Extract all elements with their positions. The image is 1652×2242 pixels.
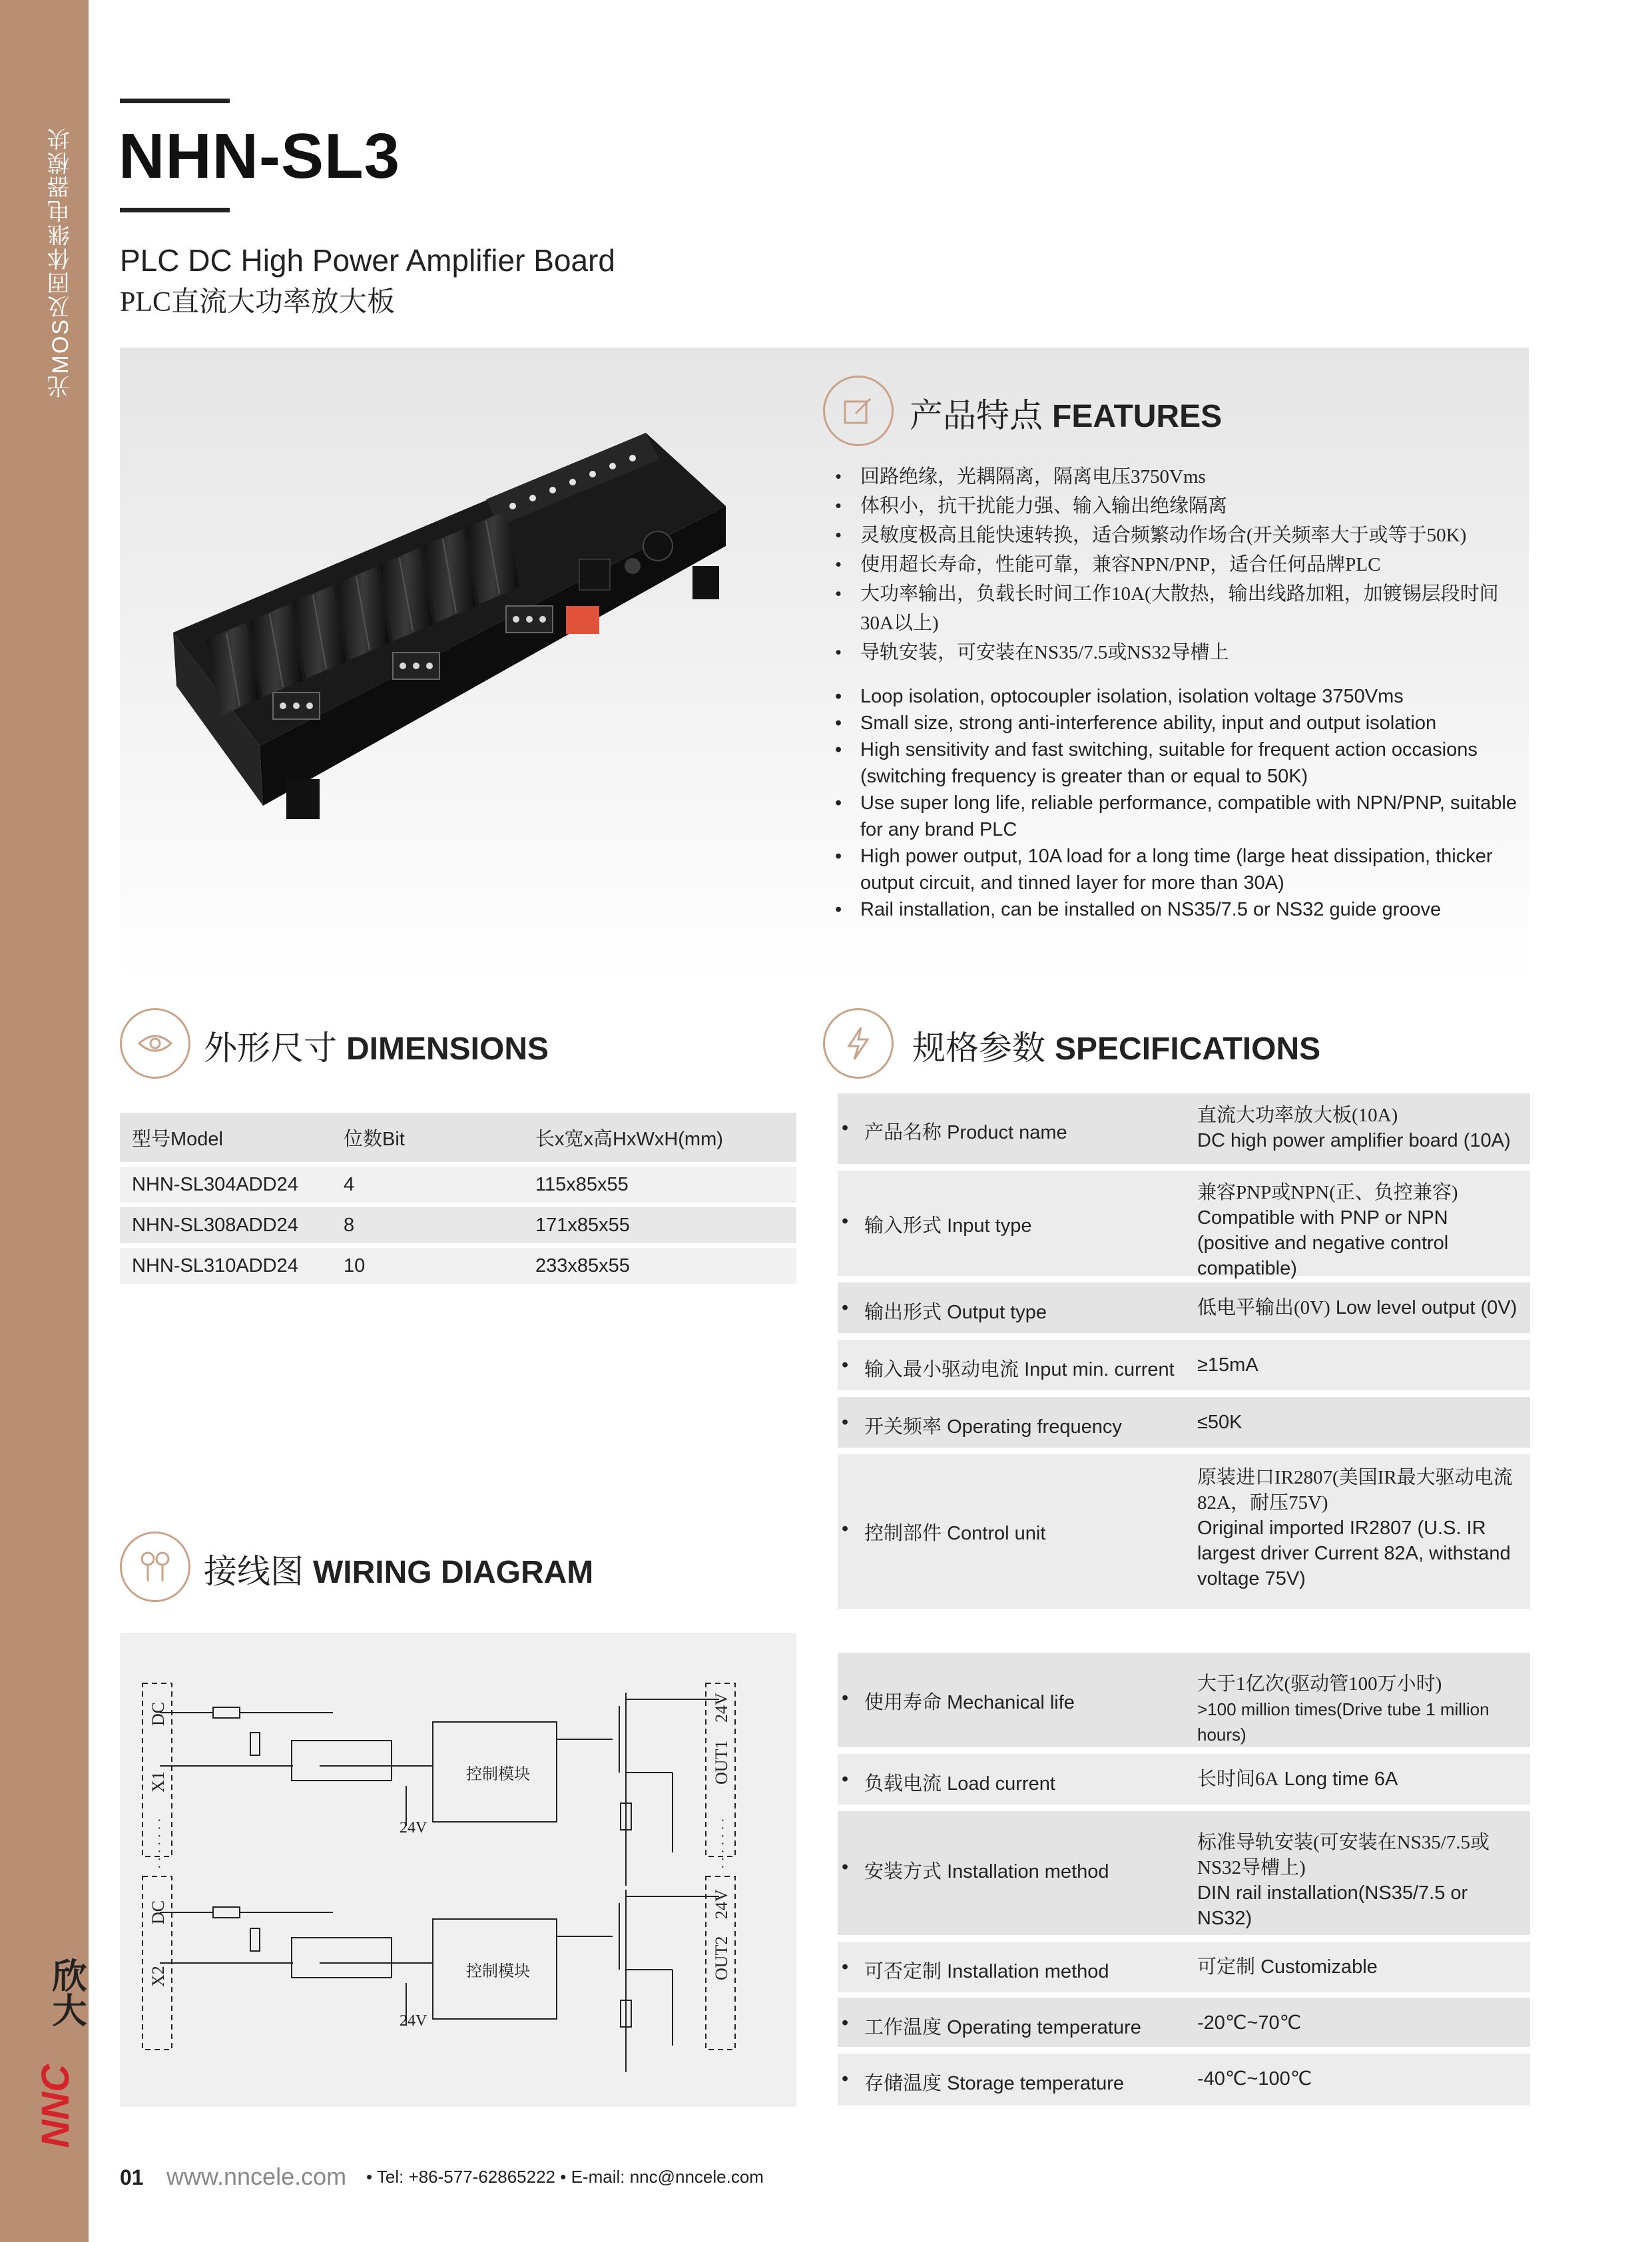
contact-info: • Tel: +86-577-62865222 • E-mail: nnc@nncele.com — [366, 2167, 764, 2187]
table-row — [120, 1248, 796, 1284]
spec-value: 标准导轨安装(可安装在NS35/7.5或NS32导槽上) DIN rail installation(NS35/7.5 or NS32) — [1197, 1832, 1490, 1929]
spec-row — [838, 2054, 1530, 2105]
table-cell: 115x85x55 — [523, 1167, 796, 1203]
features-list-zh — [832, 462, 1525, 667]
edit-icon — [823, 376, 894, 446]
feature-zh-item: • 灵敏度极高且能快速转换，适合频繁动作场合(开关频率大于或等于50K) — [832, 521, 1525, 550]
spec-label: • 可否定制 Installation method — [838, 1956, 1109, 1984]
features-list-en — [832, 683, 1525, 923]
spec-value: ≥15mA — [1197, 1354, 1258, 1376]
spec-value: 长时间6A Long time 6A — [1197, 1769, 1398, 1790]
spec-row — [838, 1811, 1530, 1935]
spec-row — [838, 1998, 1530, 2047]
spec-row — [838, 1454, 1530, 1609]
spec-row — [838, 1653, 1530, 1747]
spec-label: • 开关频率 Operating frequency — [838, 1412, 1122, 1439]
v24-label: 24V — [712, 1889, 731, 1919]
spec-value: 原装进口IR2807(美国IR最大驱动电流82A，耐压75V) Original imported IR2807 (U.S. IR largest driver Current 82A, withstand voltage 75V) — [1197, 1467, 1513, 1589]
feature-en-item: • Use super long life, reliable performance, compatible with NPN/PNP, suitable for any brand PLC — [832, 790, 1525, 843]
product-photo — [166, 433, 746, 866]
spec-label: • 控制部件 Control unit — [838, 1518, 1045, 1545]
dimensions-table — [120, 1108, 796, 1288]
dc-label: DC — [148, 1900, 168, 1924]
control-module-label: 控制模块 — [466, 1766, 530, 1783]
spec-value: 大于1亿次(驱动管100万小时) >100 million times(Drive tube 1 million hours) — [1197, 1673, 1490, 1745]
spec-value: ≤50K — [1197, 1412, 1242, 1433]
spec-value: -40℃~100℃ — [1197, 2068, 1312, 2090]
spec-value: 兼容PNP或NPN(正、负控兼容) Compatible with PNP or NPN (positive and negative control compatible) — [1197, 1182, 1458, 1279]
wiring-diagram — [120, 1633, 796, 2107]
table-cell: 10 — [332, 1248, 523, 1284]
lightning-icon — [823, 1008, 894, 1079]
feature-en-item: • Rail installation, can be installed on NS35/7.5 or NS32 guide groove — [832, 896, 1525, 923]
model-title: NHN-SL3 — [119, 121, 401, 192]
spec-row — [838, 1171, 1530, 1279]
table-cell: 233x85x55 — [523, 1248, 796, 1284]
table-cell: 171x85x55 — [523, 1207, 796, 1243]
control-module-label: 控制模块 — [466, 1963, 530, 1980]
input-label: X1 — [148, 1771, 168, 1793]
dc-label: DC — [148, 1701, 168, 1726]
output-label: OUT2 — [712, 1936, 731, 1980]
specifications-title: 规格参数 SPECIFICATIONS — [912, 1029, 1321, 1067]
connector-icon — [120, 1532, 190, 1602]
spec-label: • 输出形式 Output type — [838, 1297, 1047, 1324]
spec-row — [838, 1282, 1530, 1333]
feature-zh-item: • 使用超长寿命，性能可靠，兼容NPN/PNP，适合任何品牌PLC — [832, 550, 1525, 579]
v24-label: 24V — [400, 2012, 427, 2030]
spec-label: • 安装方式 Installation method — [838, 1856, 1109, 1884]
spec-value: 低电平输出(0V) Low level output (0V) — [1197, 1297, 1517, 1318]
feature-zh-item: • 回路绝缘，光耦隔离，隔离电压3750Vms — [832, 462, 1525, 491]
spec-row — [838, 1397, 1530, 1448]
feature-en-item: • High sensitivity and fast switching, suitable for frequent action occasions (switching frequency is greater than or equal to 50K) — [832, 736, 1525, 790]
feature-zh-item: • 大功率输出，负载长时间工作10A(大散热，输出线路加粗，加镀锡层段时间30A以上) — [832, 579, 1525, 638]
spec-label: • 使用寿命 Mechanical life — [838, 1687, 1075, 1715]
v24-label: 24V — [400, 1819, 427, 1836]
spec-label: • 工作温度 Operating temperature — [838, 2012, 1141, 2040]
spec-value: 直流大功率放大板(10A) DC high power amplifier board (10A) — [1197, 1105, 1511, 1151]
spec-label: • 输入最小驱动电流 Input min. current — [838, 1354, 1175, 1382]
v24-label: 24V — [712, 1693, 731, 1723]
table-cell: NHN-SL310ADD24 — [120, 1248, 332, 1284]
dimensions-title: 外形尺寸 DIMENSIONS — [204, 1029, 549, 1067]
logo-en: NNC — [34, 2064, 77, 2148]
header-rule-bottom — [120, 208, 230, 212]
spec-row — [838, 1754, 1530, 1805]
table-cell: NHN-SL308ADD24 — [120, 1207, 332, 1243]
spec-row — [838, 1093, 1530, 1164]
feature-zh-item: • 体积小，抗干扰能力强、输入输出绝缘隔离 — [832, 491, 1525, 521]
table-cell: NHN-SL304ADD24 — [120, 1167, 332, 1203]
spec-label: • 产品名称 Product name — [838, 1117, 1067, 1145]
subtitle-en: PLC DC High Power Amplifier Board — [120, 243, 615, 278]
spec-value: 可定制 Customizable — [1197, 1956, 1378, 1978]
feature-en-item: • High power output, 10A load for a long time (large heat dissipation, thicker output circuit, and tinned layer for more than 30A) — [832, 843, 1525, 896]
table-row — [120, 1167, 796, 1203]
header-rule-top — [120, 99, 230, 103]
spec-label: • 存储温度 Storage temperature — [838, 2068, 1124, 2096]
feature-en-item: • Loop isolation, optocoupler isolation, isolation voltage 3750Vms — [832, 683, 1525, 710]
feature-en-item: • Small size, strong anti-interference ability, input and output isolation — [832, 710, 1525, 736]
spec-row — [838, 1942, 1530, 1992]
table-header-cell: 型号Model — [120, 1113, 332, 1162]
table-cell: 4 — [332, 1167, 523, 1203]
spec-label: • 输入形式 Input type — [838, 1211, 1031, 1238]
table-row — [120, 1207, 796, 1243]
input-label: X2 — [148, 1966, 168, 1987]
spec-row — [838, 1340, 1530, 1390]
logo-zh: 欣大 — [47, 1958, 85, 2027]
table-header-row — [120, 1113, 796, 1162]
table-cell: 8 — [332, 1207, 523, 1243]
table-header-cell: 位数Bit — [332, 1113, 523, 1162]
spec-value: -20℃~70℃ — [1197, 2012, 1302, 2034]
website-link[interactable]: www.nncele.com — [166, 2163, 347, 2190]
wiring-title: 接线图 WIRING DIAGRAM — [204, 1553, 594, 1590]
sidebar — [0, 0, 89, 2242]
ellipsis-label: · · · · · · · — [152, 1818, 167, 1869]
ellipsis-label: · · · · · · · — [716, 1818, 730, 1869]
features-title: 产品特点 FEATURES — [910, 397, 1223, 434]
feature-zh-item: • 导轨安装，可安装在NS35/7.5或NS32导槽上 — [832, 638, 1525, 667]
sidebar-category: 光MOS及固体继电器模块 — [48, 127, 73, 398]
page-number: 01 — [120, 2165, 144, 2189]
output-label: OUT1 — [712, 1740, 731, 1785]
table-header-cell: 长x宽x高HxWxH(mm) — [523, 1113, 796, 1162]
spec-label: • 负载电流 Load current — [838, 1769, 1055, 1796]
subtitle-zh: PLC直流大功率放大板 — [120, 287, 396, 318]
eye-icon — [120, 1008, 190, 1079]
